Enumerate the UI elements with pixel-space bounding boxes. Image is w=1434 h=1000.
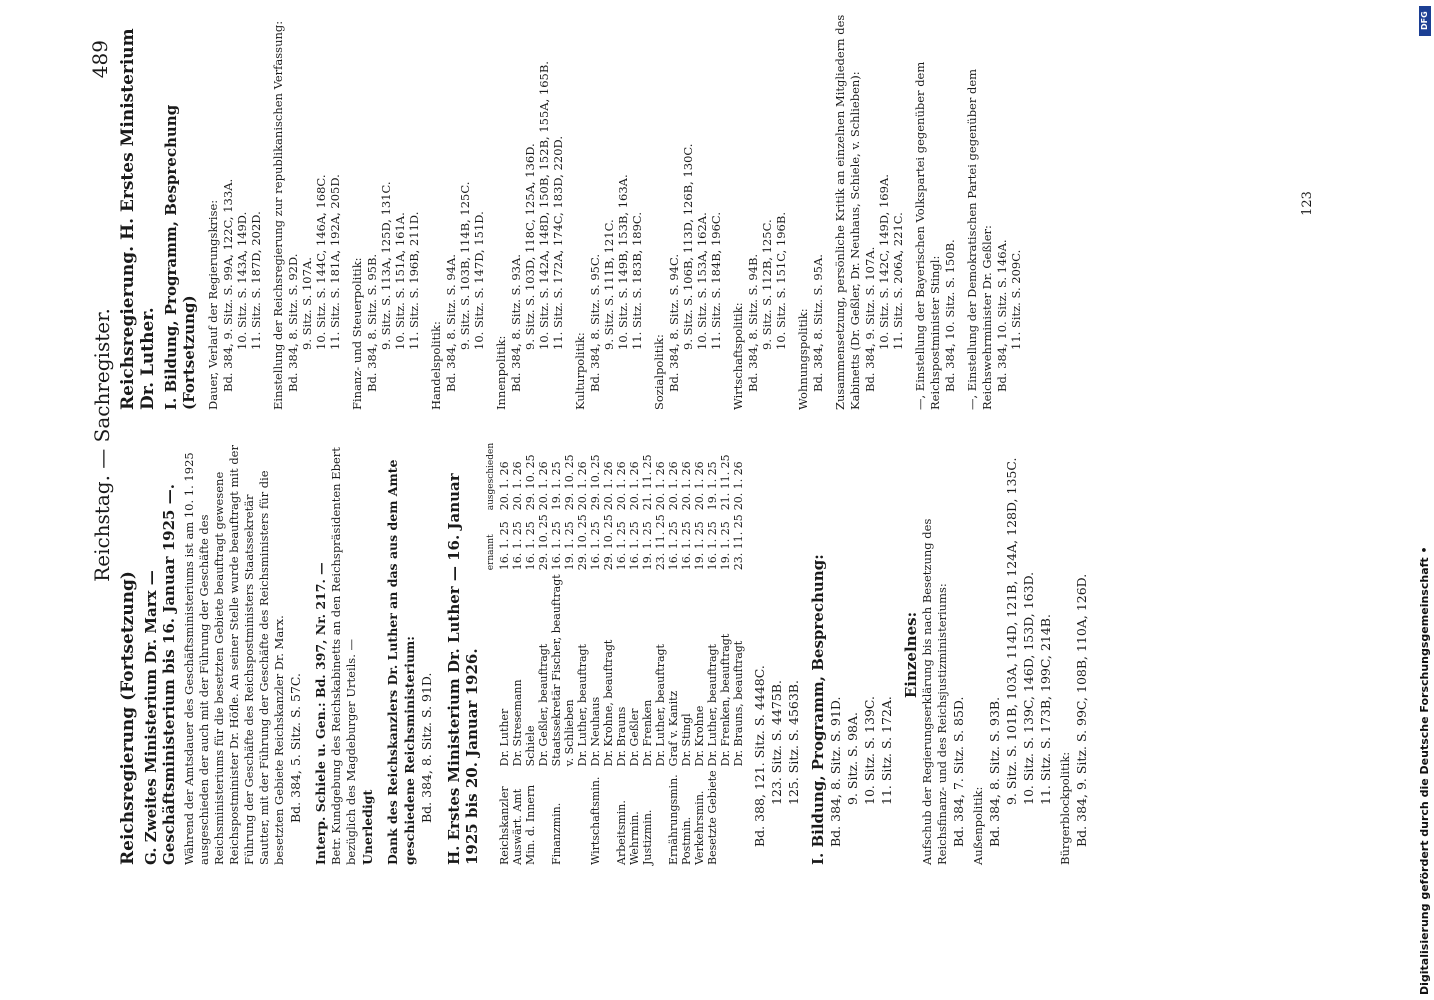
reference: 9. Sitz. S. 103B, 114B, 125C. xyxy=(458,181,472,350)
table-cell: Dr. Luther, beauftragt xyxy=(654,644,667,767)
reference: 9. Sitz. S. 112B, 125C. xyxy=(760,219,774,350)
table-cell: 16. 1. 25 xyxy=(667,521,680,571)
table-row xyxy=(602,439,615,865)
table-cell xyxy=(654,766,667,865)
left-column xyxy=(118,442,1090,865)
reference: Bd. 384, 8. Sitz. S. 93A. xyxy=(509,254,523,392)
table-cell: 19. 1. 25 xyxy=(719,521,732,571)
entry-heading: Finanz- und Steuerpolitik: xyxy=(350,257,364,410)
table-cell: Postmin. xyxy=(680,816,693,865)
reference: Bd. 384, 9. Sitz. S. 107A. xyxy=(863,246,877,392)
reference: 10. Sitz. S. 149B, 153B, 163A. xyxy=(616,174,630,350)
section-title: Reichsregierung (Fortsetzung) xyxy=(118,571,138,865)
table-row xyxy=(563,439,576,865)
table-cell: 20. 1. 26 xyxy=(537,461,550,511)
table-cell: 29. 10. 25 xyxy=(576,514,589,571)
table-cell: 20. 1. 26 xyxy=(628,461,641,511)
table-cell xyxy=(602,766,615,865)
table-cell: Dr. Frenken, beauftragt xyxy=(719,633,732,767)
table-cell: 29. 10. 25 xyxy=(524,454,537,511)
table-cell: 16. 1. 25 xyxy=(589,521,602,571)
right-section-title: Reichsregierung. H. Erstes Ministerium Dr. Luther. xyxy=(118,28,158,410)
table-cell: Dr. Krohne, beauftragt xyxy=(602,639,615,767)
table-cell: 21. 11. 25 xyxy=(719,454,732,511)
reference: Bd. 384, 8. Sitz. S. 91D. xyxy=(828,696,843,847)
entry-heading: Einstellung der Reichsregierung zur republikanischen Verfassung: xyxy=(271,20,285,410)
running-head-title: Reichstag. — Sachregister. xyxy=(90,308,114,582)
running-head xyxy=(88,20,122,870)
einzelnes-text: Aufschub der Regierungserklärung bis nach Besetzung des Reichsfinanz- und des Reichsjustizministeriums: xyxy=(920,518,949,865)
table-cell: 20. 1. 26 xyxy=(498,461,511,511)
table-cell: 29. 10. 25 xyxy=(537,514,550,571)
entry-heading: Innenpolitik: xyxy=(494,335,508,410)
reference: Bd. 384, 8. Sitz. S. 94C. xyxy=(667,253,681,392)
table-row xyxy=(576,439,589,865)
reference: Bd. 388, 121. Sitz. S. 4448C. xyxy=(752,665,767,847)
reference: 10. Sitz. S. 142C, 149D, 169A. xyxy=(877,174,891,350)
reference: 9. Sitz. S. 101B, 103A, 114D, 121B, 124A, 128D, 135C. xyxy=(1004,457,1019,805)
digitization-note: Digitalisierung gefördert durch die Deutsche Forschungsgemeinschaft • xyxy=(1418,546,1431,995)
g-ref: Bd. 384, 5. Sitz. S. 57C. xyxy=(288,672,303,823)
table-cell xyxy=(537,766,550,865)
table-cell xyxy=(732,766,745,865)
reference: 11. Sitz. S. 173B, 199C, 214B. xyxy=(1038,614,1053,805)
table-cell xyxy=(563,766,576,865)
table-cell: 16. 1. 25 xyxy=(680,521,693,571)
table-cell: 16. 1. 25 xyxy=(511,521,524,571)
table-cell: Dr. Luther xyxy=(498,708,511,767)
table-row xyxy=(654,439,667,865)
reference: 11. Sitz. S. 187D, 202D. xyxy=(249,211,263,350)
reference: 9. Sitz. S. 113A, 125D, 131C. xyxy=(379,181,393,350)
reference: 123. Sitz. S. 4475B. xyxy=(769,680,784,805)
table-cell: 23. 11. 25 xyxy=(654,514,667,571)
right-entries xyxy=(206,10,1023,410)
table-cell: 20. 1. 26 xyxy=(615,461,628,511)
table-row xyxy=(511,439,524,865)
table-cell xyxy=(719,766,732,865)
table-cell: Ernährungsmin. xyxy=(667,774,680,865)
table-cell: 16. 1. 25 xyxy=(706,521,719,571)
reference: 125. Sitz. S. 4563B. xyxy=(786,680,801,805)
table-cell: Besetzte Gebiete xyxy=(706,770,719,865)
table-cell: Verkehrsmin. xyxy=(693,790,706,865)
reference: 10. Sitz. S. 144C, 146A, 168C. xyxy=(314,174,328,350)
table-row xyxy=(719,439,732,865)
buerger-ref: Bd. 384, 9. Sitz. S. 99C, 108B, 110A, 126D. xyxy=(1074,573,1089,847)
table-cell: 23. 11. 25 xyxy=(732,514,745,571)
table-row xyxy=(498,439,511,865)
right-subtitle: I. Bildung, Programm, Besprechung (Fortsetzung) xyxy=(162,104,198,410)
reference: 11. Sitz. S. 209C. xyxy=(1009,249,1023,350)
table-row xyxy=(615,439,628,865)
table-cell: Dr. Luther, beauftragt xyxy=(706,644,719,767)
buerger-heading: Bürgerblockpolitik: xyxy=(1058,751,1072,865)
table-cell: Dr. Geßler xyxy=(628,708,641,767)
entry-heading: Wohnungspolitik: xyxy=(796,308,810,410)
reference: Bd. 384, 8. Sitz. S. 95A. xyxy=(811,254,825,392)
table-cell: 20. 1. 26 xyxy=(511,461,524,511)
table-cell: Schiele xyxy=(524,725,537,767)
reference: 10. Sitz. S. 139C. xyxy=(862,696,877,805)
aussen-refs xyxy=(986,445,1054,865)
table-cell: 16. 1. 25 xyxy=(498,521,511,571)
table-cell: 29. 10. 25 xyxy=(589,454,602,511)
table-row xyxy=(550,439,563,865)
reference: 10. Sitz. S. 143A, 149D. xyxy=(235,211,249,350)
table-cell: 29. 10. 25 xyxy=(563,454,576,511)
table-cell: v. Schlieben xyxy=(563,699,576,767)
table-cell: 20. 1. 26 xyxy=(680,461,693,511)
reference: 9. Sitz. S. 103D, 118C, 125A, 136D. xyxy=(523,143,537,350)
reference: Bd. 384, 8. Sitz. S. 95B. xyxy=(365,253,379,392)
table-header-cell: ausgeschieden xyxy=(486,442,496,511)
table-cell: 20. 1. 26 xyxy=(602,461,615,511)
reference: Bd. 384, 9. Sitz. S. 99A, 122C, 133A. xyxy=(221,178,235,392)
table-header xyxy=(485,439,498,865)
table-row xyxy=(680,439,693,865)
einzelnes-heading: Einzelnes: xyxy=(902,611,920,699)
reference: 11. Sitz. S. 172A, 174C, 183D, 220D. xyxy=(551,136,565,350)
table-cell: 20. 1. 26 xyxy=(654,461,667,511)
table-cell: 16. 1. 25 xyxy=(615,521,628,571)
aussen-heading: Außenpolitik: xyxy=(971,786,985,865)
table-cell: Staatssekretär Fischer, beauftragt xyxy=(550,574,563,767)
g-heading: G. Zweites Ministerium Dr. Marx — Geschäftsministerium bis 16. Januar 1925 —. xyxy=(142,484,178,865)
table-cell: Dr. Stingl xyxy=(680,713,693,767)
table-header-cell: ernannt xyxy=(486,534,496,571)
reference: 10. Sitz. S. 147D, 151D. xyxy=(472,211,486,350)
table-cell: 20. 1. 26 xyxy=(693,461,706,511)
reference: 9. Sitz. S. 106B, 113D, 126B, 130C. xyxy=(681,143,695,350)
i-refs xyxy=(827,445,895,865)
table-cell: Dr. Geßler, beauftragt xyxy=(537,643,550,767)
entry-heading: Handelspolitik: xyxy=(429,321,443,410)
entry-heading: Sozialpolitik: xyxy=(652,334,666,410)
reference: 10. Sitz. S. 153A, 162A. xyxy=(695,212,709,350)
table-cell: Wirtschaftsmin. xyxy=(589,776,602,865)
table-cell: 21. 11. 25 xyxy=(641,454,654,511)
reference: 9. Sitz. S. 107A. xyxy=(300,257,314,350)
column-marker: 123 xyxy=(1299,191,1315,216)
einzelnes-ref: Bd. 384, 7. Sitz. S. 85D. xyxy=(951,696,966,847)
table-cell: 19. 1. 25 xyxy=(641,521,654,571)
table-cell: 19. 1. 25 xyxy=(563,521,576,571)
interp-heading: Interp. Schiele u. Gen.: Bd. 397, Nr. 217. — xyxy=(313,562,328,865)
table-cell: 20. 1. 26 xyxy=(732,461,745,511)
table-cell: Min. d. Innern xyxy=(524,784,537,865)
table-cell: Auswärt. Amt xyxy=(511,788,524,865)
table-cell: 20. 1. 26 xyxy=(576,461,589,511)
table-cell: Dr. Brauns, beauftragt xyxy=(732,640,745,767)
interp-status: Unerledigt xyxy=(360,789,375,865)
right-column xyxy=(118,10,1023,410)
reference: Bd. 384, 8. Sitz. S. 92D. xyxy=(286,253,300,392)
table-cell: 29. 10. 25 xyxy=(602,514,615,571)
table-cell: Dr. Stresemann xyxy=(511,679,524,767)
entry-heading: Kulturpolitik: xyxy=(573,332,587,410)
table-cell: Dr. Neuhaus xyxy=(589,696,602,767)
reference: 11. Sitz. S. 184B, 196C. xyxy=(709,212,723,350)
table-cell: Arbeitsmin. xyxy=(615,800,628,865)
ministry-table xyxy=(485,439,745,865)
table-header-cell xyxy=(485,570,498,766)
reference: 9. Sitz. S. 111B, 121C. xyxy=(602,219,616,350)
reference: 11. Sitz. S. 196B, 211D. xyxy=(407,211,421,350)
reference: 10. Sitz. S. 151C, 196B. xyxy=(774,212,788,350)
reference: Bd. 384, 10. Sitz. S. 146A. xyxy=(995,239,1009,392)
reference: Bd. 384, 10. Sitz. S. 150B. xyxy=(943,239,957,392)
entry-heading: Zusammensetzung, persönliche Kritik an einzelnen Mitgliedern des Kabinetts (Dr. Geßler, Dr. Neuhaus, Schiele, v. Schlieben): xyxy=(833,14,862,410)
table-cell: Wehrmin. xyxy=(628,811,641,865)
i-heading: I. Bildung, Programm, Besprechung: xyxy=(809,554,827,865)
table-row xyxy=(667,439,680,865)
table-cell: 16. 1. 25 xyxy=(628,521,641,571)
table-cell: Dr. Krohne xyxy=(693,705,706,767)
reference: Bd. 384, 8. Sitz. S. 94B. xyxy=(746,253,760,392)
page-number: 489 xyxy=(88,40,112,79)
table-header-cell xyxy=(485,766,498,865)
reference: Bd. 384, 8. Sitz. S. 93B. xyxy=(987,696,1002,847)
entry-heading: —, Einstellung der Demokratischen Partei gegenüber dem Reichswehrminister Dr. Geßler: xyxy=(965,68,994,410)
dfg-logo-icon[interactable]: DFG xyxy=(1419,6,1431,36)
table-row xyxy=(693,439,706,865)
dank-ref: Bd. 384, 8. Sitz. S. 91D. xyxy=(419,672,434,823)
reference: 10. Sitz. S. 142A, 148D, 150B, 152B, 155A, 165B. xyxy=(537,61,551,350)
reference: 10. Sitz. S. 151A, 161A. xyxy=(393,212,407,350)
table-row xyxy=(524,439,537,865)
entry-heading: Dauer, Verlauf der Regierungskrise: xyxy=(206,199,220,410)
table-cell: Justizmin. xyxy=(641,809,654,865)
table-row xyxy=(732,439,745,865)
table-row xyxy=(589,439,602,865)
table-cell: Finanzmin. xyxy=(550,802,563,865)
table-cell: Dr. Brauns xyxy=(615,706,628,767)
table-cell: 19. 1. 25 xyxy=(706,461,719,511)
h-heading: H. Erstes Ministerium Dr. Luther — 16. Januar 1925 bis 20. Januar 1926. xyxy=(445,473,481,865)
dank-text: Dank des Reichskanzlers Dr. Luther an das aus dem Amte geschiedene Reichsministerium: xyxy=(385,459,417,865)
table-cell: Dr. Luther, beauftragt xyxy=(576,644,589,767)
table-row xyxy=(628,439,641,865)
reference: 11. Sitz. S. 183B, 189C. xyxy=(630,212,644,350)
g-text: Während der Amtsdauer des Geschäftsministeriums ist am 10. 1. 1925 ausgeschieden der auch mit der Führung der Geschäfte des Reichsministeriums für die besetzten Gebiete beauftragt gewesene Reichspostminister Dr. Höfle. An seiner Stelle wurde beauftragt mit der Führung der Geschäfte des Reichspostministers Staatssekretär Sautter, mit der Führung der Geschäfte des Reichsministers für die besetzten Gebiete Reichskanzler Dr. Marx. xyxy=(182,445,286,865)
table-cell: 20. 1. 26 xyxy=(667,461,680,511)
entry-heading: —, Einstellung der Bayerischen Volkspartei gegenüber dem Reichspostminister Stingl: xyxy=(913,61,942,410)
entry-heading: Wirtschaftspolitik: xyxy=(731,302,745,410)
table-row xyxy=(641,439,654,865)
reference: 9. Sitz. S. 98A. xyxy=(845,712,860,805)
reference: 11. Sitz. S. 172A. xyxy=(879,696,894,805)
table-refs xyxy=(751,445,802,865)
reference: Bd. 384, 8. Sitz. S. 95C. xyxy=(588,253,602,392)
table-cell: Graf v. Kanitz xyxy=(667,690,680,767)
interp-text: Betr. Kundgebung des Reichskabinetts an den Reichspräsidenten Ebert bezüglich des Magdeburger Urteils. — xyxy=(329,447,358,865)
table-cell xyxy=(576,766,589,865)
table-cell: Dr. Frenken xyxy=(641,699,654,767)
table-row xyxy=(706,439,719,865)
table-cell: Reichskanzler xyxy=(498,786,511,865)
reference: 10. Sitz. S. 139C, 146D, 153D, 163D. xyxy=(1021,571,1036,805)
table-cell: 19. 1. 25 xyxy=(550,461,563,511)
table-cell: 16. 1. 25 xyxy=(524,521,537,571)
reference: 11. Sitz. S. 181A, 192A, 205D. xyxy=(328,174,342,350)
reference: Bd. 384, 8. Sitz. S. 94A. xyxy=(444,254,458,392)
table-cell: 16. 1. 25 xyxy=(550,521,563,571)
table-row xyxy=(537,439,550,865)
reference: 11. Sitz. S. 206A, 221C. xyxy=(891,212,905,350)
table-cell: 19. 1. 25 xyxy=(693,521,706,571)
